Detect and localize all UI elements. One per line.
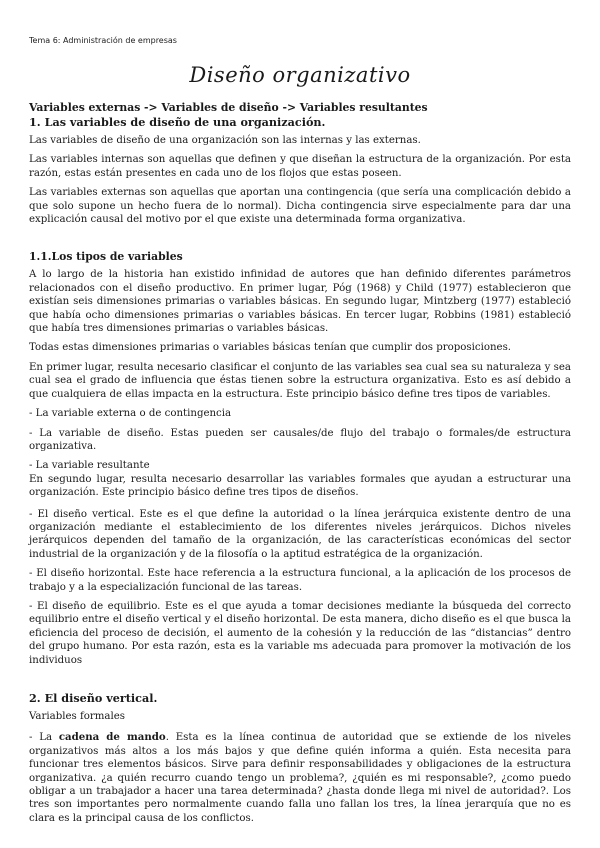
paragraph: En segundo lugar, resulta necesario desarrollar las variables formales que ayudan a estructurar una organización. Este principio básico define tres tipos de diseños. xyxy=(29,473,571,499)
list-text: . Esta es la línea continua de autoridad que se extiende de los niveles organizativos más altos a los más bajos y que define quién informa a quién. Esta necesita para funcionar tres elementos básicos. Sirve para definir responsabilidades y obligaciones de la estructura organizativa. ¿a quién recurro cuando tengo un problema?, ¿quién es mi responsable?, ¿como puedo obligar a un trabajador a hacer una tarea determinada? ¿hasta donde llega mi nivel de autoridad?. Los tres son importantes pero normalmente cuando falla uno fallan los tres, la línea jerarquía que no es clara es la principal causa de los conflictos. xyxy=(29,732,571,824)
section-2-heading: 2. El diseño vertical. xyxy=(29,691,158,705)
page-header: Tema 6: Administración de empresas xyxy=(29,36,177,45)
flow-heading: Variables externas -> Variables de diseño -> Variables resultantes xyxy=(29,101,428,114)
paragraph: Todas estas dimensiones primarias o variables básicas tenían que cumplir dos proposiciones. xyxy=(29,342,512,354)
term-cadena-de-mando: cadena de mando xyxy=(58,731,166,744)
list-item: - El diseño horizontal. Este hace referencia a la estructura funcional, a la aplicación de los procesos de trabajo y a la especialización funcional de las tareas. xyxy=(29,568,571,593)
list-item: - El diseño vertical. Este es el que define la autoridad o la línea jerárquica existente dentro de una organización mediante el establecimiento de los diferentes niveles jerárquicos. Dichos niveles jerárquicos dependen del tamaño de la organización, de las características económicas del sector industrial de la organización y de la filosofía o la aptitud estratégica de la organización. xyxy=(29,508,571,560)
section-1-heading: 1. Las variables de diseño de una organización. xyxy=(29,115,326,129)
list-item: - El diseño de equilibrio. Este es el que ayuda a tomar decisiones mediante la búsqueda del correcto equilibrio entre el diseño vertical y el diseño horizontal. De esta manera, dicho diseño es el que busca la eficiencia del proceso de decisión, el aumento de la cohesión y la reducción de las “distancias” dentro del grupo humano. Por esta razón, esta es la variable ms adecuada para promover la motivación de los individuos xyxy=(29,600,571,666)
section-1-1-heading: 1.1.Los tipos de variables xyxy=(29,250,183,264)
list-item: - La variable externa o de contingencia xyxy=(29,408,232,420)
paragraph: A lo largo de la historia han existido infinidad de autores que han definido diferentes parámetros relacionados con el diseño productivo. En primer lugar, Póg (1968) y Child (1977) establecieron que existían seis dimensiones primarias o variables básicas. En segundo lugar, Mintzberg (1977) estableció que había ocho dimensiones primarias o variables básicas. En tercer lugar, Robbins (1981) estableció que había tres dimensiones primarias o variables básicas. xyxy=(29,269,571,335)
page-title: Diseño organizativo xyxy=(189,63,411,87)
list-lead: - La xyxy=(29,732,59,744)
document-body xyxy=(29,101,571,825)
paragraph: Las variables internas son aquellas que definen y que diseñan la estructura de la organización. Por esta razón, estas están presentes en cada uno de los flojos que estas poseen. xyxy=(29,154,571,179)
paragraph: En primer lugar, resulta necesario clasificar el conjunto de las variables sea cual sea su naturaleza y sea cual sea el grado de influencia que éstas tienen sobre la estructura organizativa. Esto es así debido a que cualquiera de ellas impacta en la estructura. Este principio básico define tres tipos de variables. xyxy=(29,361,571,400)
subheading: Variables formales xyxy=(29,711,125,722)
list-item: - La variable resultante xyxy=(29,460,150,472)
paragraph: Las variables de diseño de una organización son las internas y las externas. xyxy=(29,135,421,146)
list-item xyxy=(29,731,571,825)
list-item: - La variable de diseño. Estas pueden ser causales/de flujo del trabajo o formales/de estructura organizativa. xyxy=(29,427,571,452)
paragraph: Las variables externas son aquellas que aportan una contingencia (que sería una complicación debido a que solo supone un hecho fuera de lo normal). Dicha contingencia sirve especialmente para dar una explicación causal del motivo por el que existe una determinada forma organizativa. xyxy=(29,187,571,226)
